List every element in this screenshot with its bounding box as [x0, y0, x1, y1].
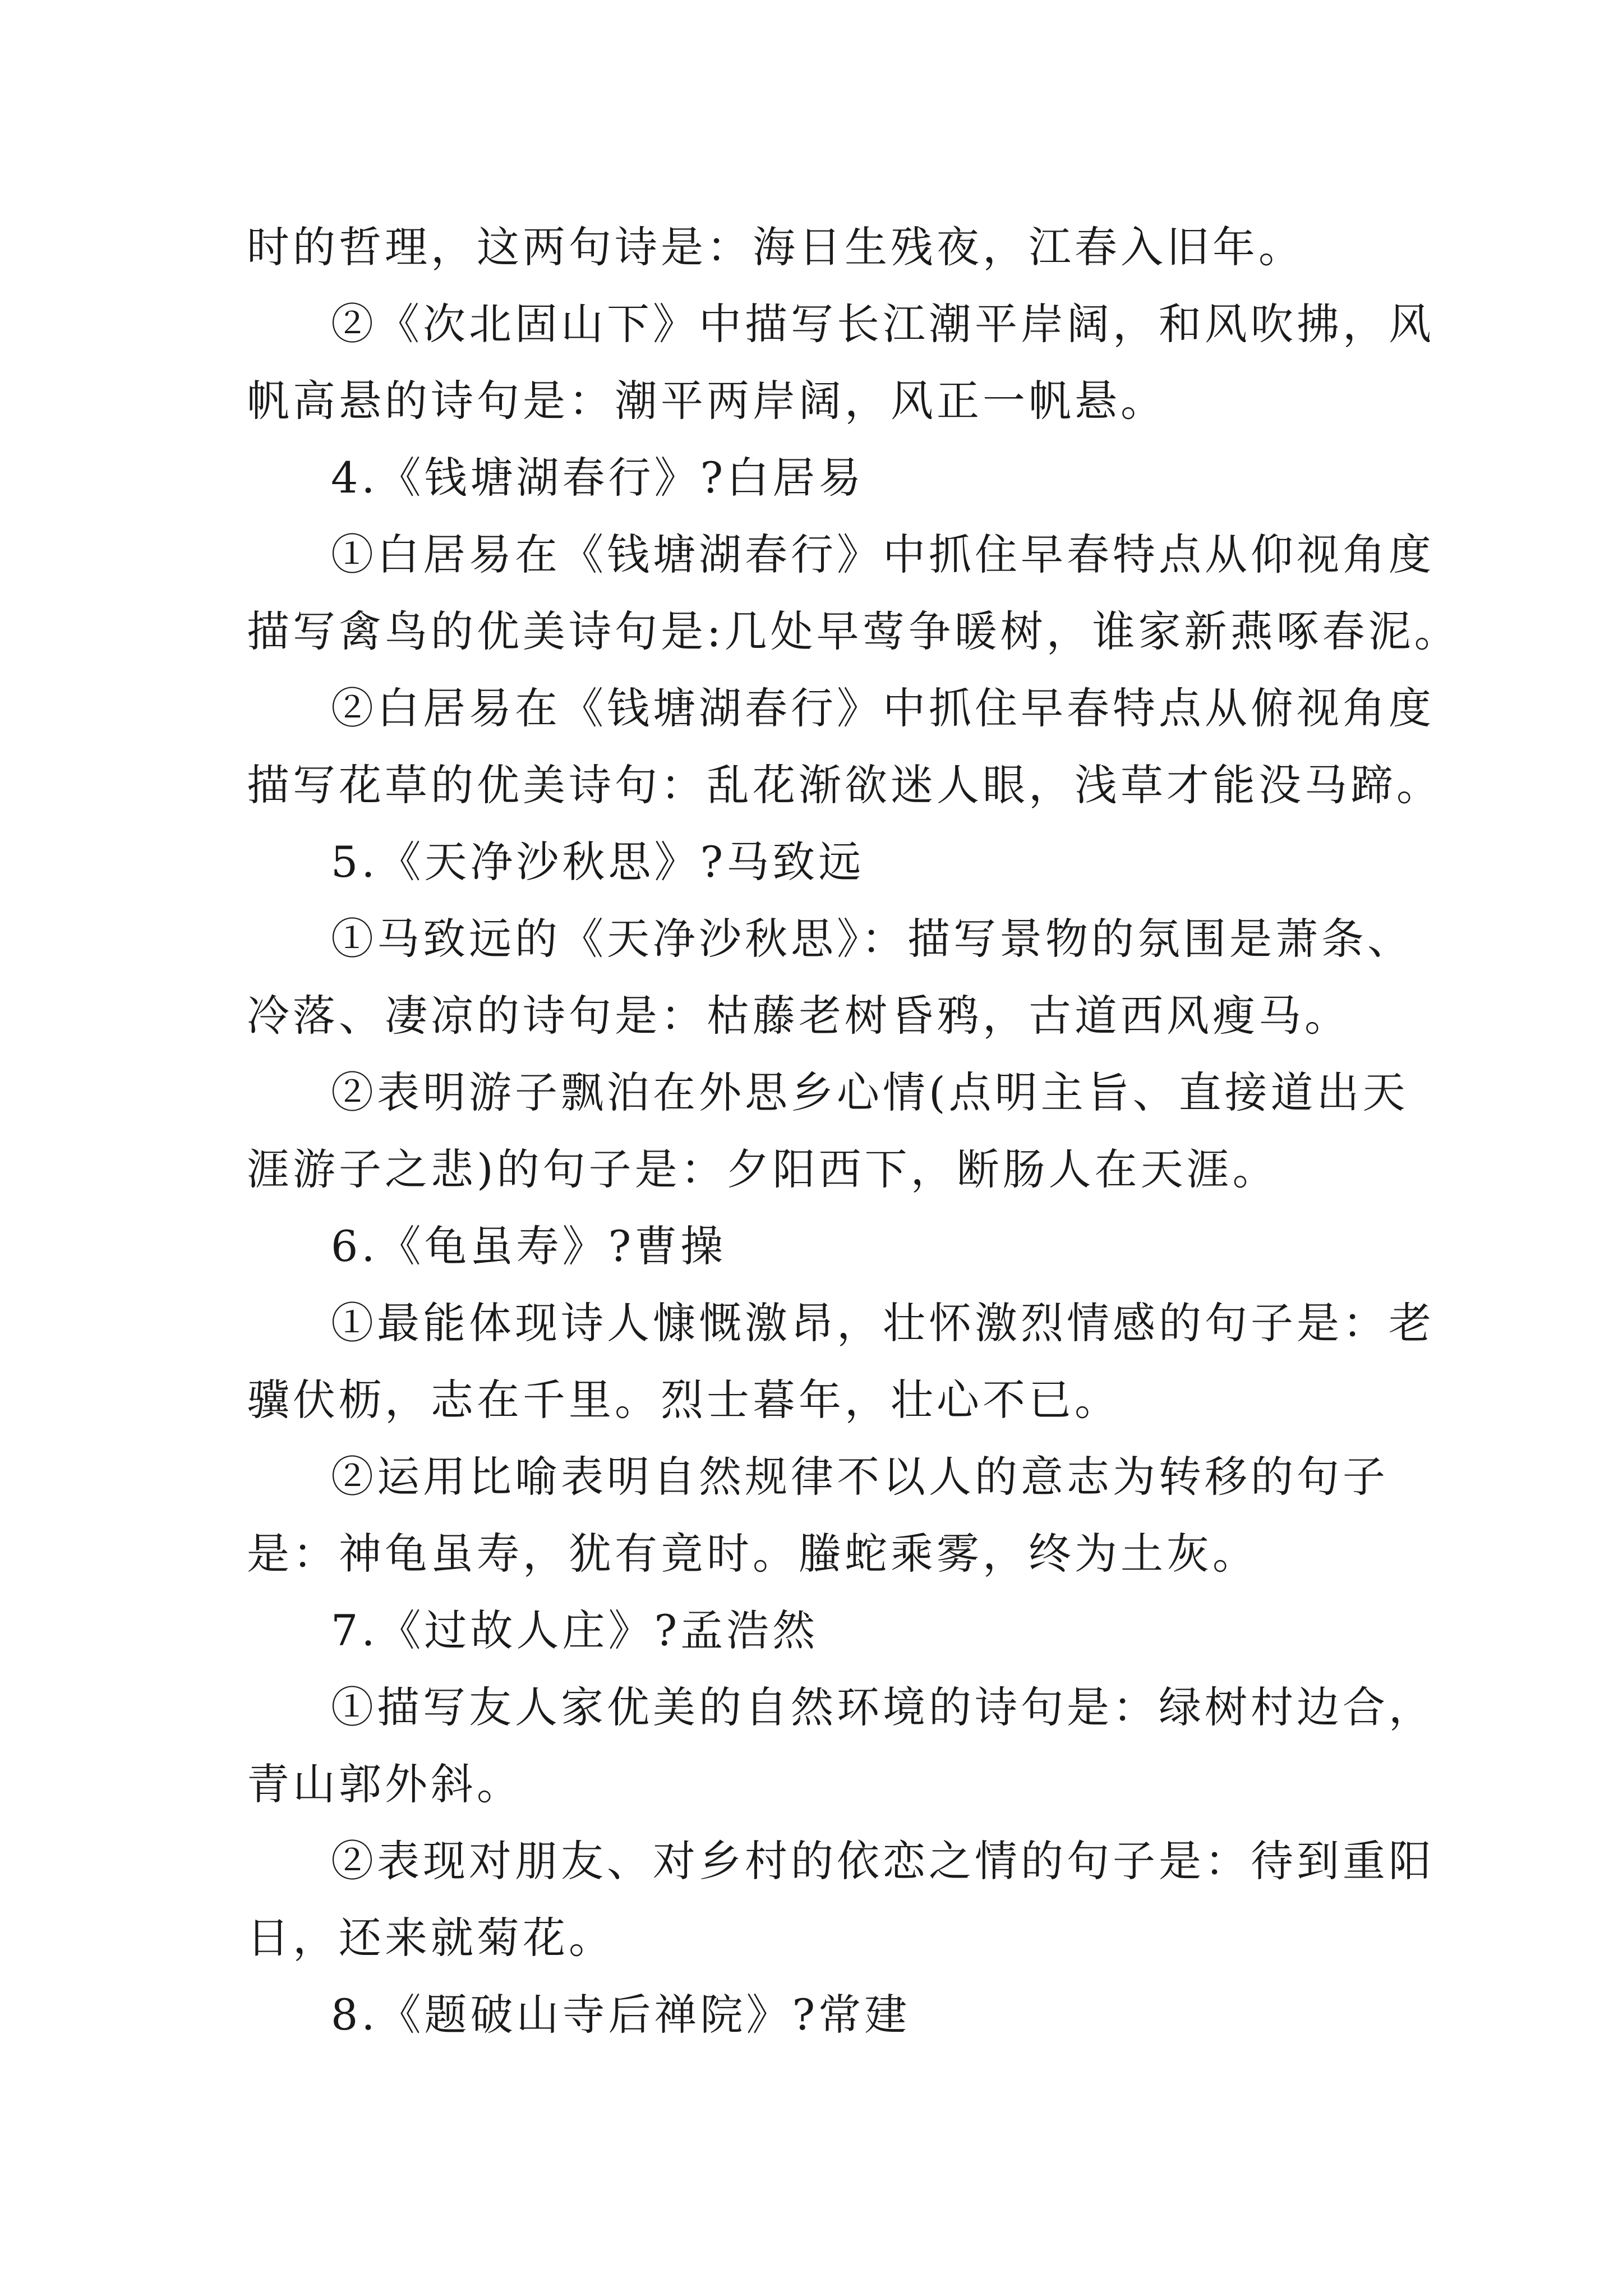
- text-line: ②白居易在《钱塘湖春行》中抓住早春特点从俯视角度: [331, 683, 1435, 733]
- text-line: ②表现对朋友、对乡村的依恋之情的句子是：待到重阳: [331, 1836, 1435, 1886]
- text-line: ②运用比喻表明自然规律不以人的意志为转移的句子: [331, 1452, 1389, 1502]
- text-line: 描写花草的优美诗句：乱花渐欲迷人眼，浅草才能没马蹄。: [247, 760, 1442, 810]
- section-heading: 6.《龟虽寿》?曹操: [331, 1221, 727, 1271]
- text-line: 时的哲理，这两句诗是：海日生残夜，江春入旧年。: [247, 222, 1304, 272]
- text-line: ②表明游子飘泊在外思乡心情(点明主旨、直接道出天: [331, 1068, 1409, 1117]
- text-line: 涯游子之悲)的句子是：夕阳西下，断肠人在天涯。: [247, 1144, 1279, 1194]
- text-line: 日，还来就菊花。: [247, 1913, 615, 1963]
- text-line: ②《次北固山下》中描写长江潮平岸阔，和风吹拂，风: [331, 299, 1435, 349]
- text-line: ①描写友人家优美的自然环境的诗句是：绿树村边合，: [331, 1682, 1435, 1732]
- text-line: 描写禽鸟的优美诗句是:几处早莺争暖树，谁家新燕啄春泥。: [247, 606, 1460, 656]
- text-line: ①白居易在《钱塘湖春行》中抓住早春特点从仰视角度: [331, 530, 1435, 579]
- section-heading: 5.《天净沙秋思》?马致远: [331, 837, 865, 887]
- section-heading: 7.《过故人庄》?孟浩然: [331, 1605, 819, 1655]
- text-line: ①最能体现诗人慷慨激昂，壮怀激烈情感的句子是：老: [331, 1298, 1435, 1348]
- text-line: 青山郭外斜。: [247, 1759, 523, 1809]
- section-heading: 8.《题破山寺后禅院》?常建: [331, 1990, 911, 2040]
- text-line: 冷落、凄凉的诗句是：枯藤老树昏鸦，古道西风瘦马。: [247, 991, 1350, 1041]
- text-line: 是：神龟虽寿，犹有竟时。螣蛇乘雾，终为土灰。: [247, 1529, 1258, 1579]
- text-line: 骥伏枥，志在千里。烈士暮年，壮心不已。: [247, 1375, 1121, 1425]
- section-heading: 4.《钱塘湖春行》?白居易: [331, 453, 865, 503]
- text-line: ①马致远的《天净沙秋思》：描写景物的氛围是萧条、: [331, 914, 1413, 964]
- document-body: [247, 209, 1460, 2053]
- text-line: 帆高悬的诗句是：潮平两岸阔，风正一帆悬。: [247, 376, 1166, 426]
